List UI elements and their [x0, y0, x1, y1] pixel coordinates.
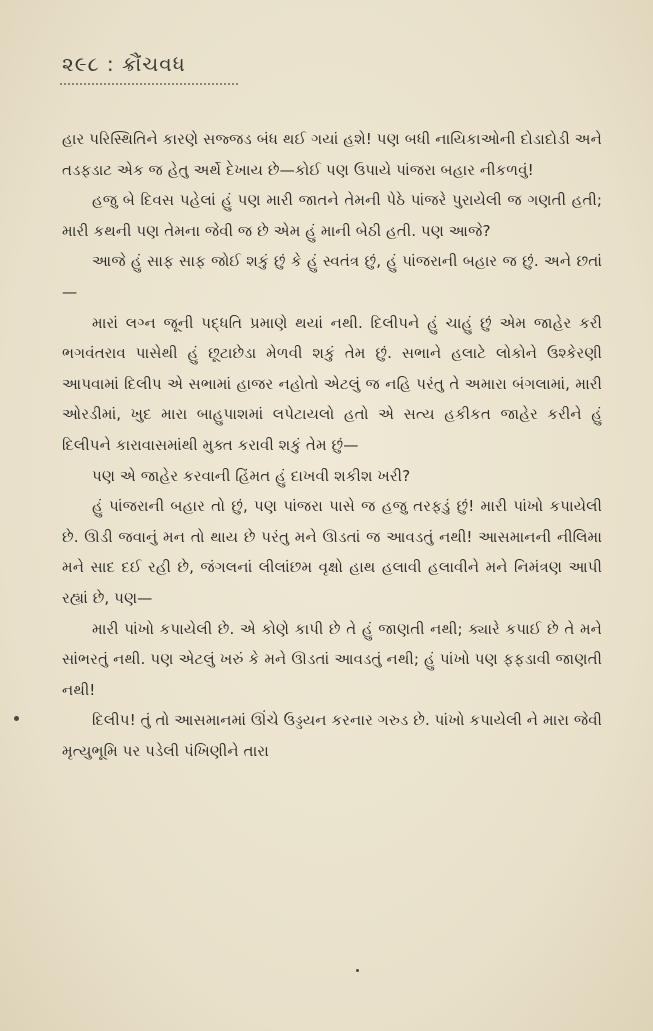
paragraph-6: હું પાંજરાની બહાર તો છું, પણ પાંજરા પાસે જ હજુ તરફડું છું! મારી પાંખો કપાયેલી છે. ઊડી જવાનું મન તો થાય છે પરંતુ મને ઊડતાં જ આવડતું નથી! આસમાનની નીલિમા મને સાદ દઈ રહી છે, જંગલનાં લીલાંછમ વૃક્ષો હાથ હલાવી હલાવીને મને નિમંત્રણ આપી રહ્યાં છે, પણ—: [62, 497, 602, 607]
header-divider: [60, 83, 238, 85]
paragraph-1: હાર પરિસ્થિતિને કારણે સજ્જડ બંધ થઈ ગયાં હશે! પણ બધી નાયિકાઓની દોડાદોડી અને તડફડાટ એક જ હેતુ અર્થે દેખાય છે—કોઈ પણ ઉપાયે પાંજરા બહાર નીકળવું!: [62, 130, 602, 179]
page-body: [62, 124, 602, 766]
paragraph-3: આજે હું સાફ સાફ જોઈ શકું છું કે હું સ્વતંત્ર છું, હું પાંજરાની બહાર જ છું. અને છતાં—: [62, 252, 602, 301]
paragraph-7: મારી પાંખો કપાયેલી છે. એ કોણે કાપી છે તે હું જાણતી નથી; ક્યારે કપાઈ છે તે મને સાંભરતું નથી. પણ એટલું ખરું કે મને ઊડતાં આવડતું નથી; હું પાંખો પણ ફફડાવી જાણતી નથી!: [62, 619, 602, 699]
paragraph-5: પણ એ જાહેર કરવાની હિંમત હું દાખવી શકીશ ખરી?: [92, 466, 411, 485]
ink-speck: [14, 716, 19, 721]
page-header: ૨૯૮ : ક્રૌંચવધ: [62, 52, 186, 76]
paragraph-8: દિલીપ! તું તો આસમાનમાં ઊંચે ઉડ્ડયન કરનાર ગરુડ છે. પાંખો કપાયેલી ને મારા જેવી મૃત્યુભૂમિ પર પડેલી પંખિણીને તારા: [62, 711, 602, 760]
paragraph-2: હજુ બે દિવસ પહેલાં હું પણ મારી જાતને તેમની પેઠે પાંજરે પુરાયેલી જ ગણતી હતી; મારી કથની પણ તેમના જેવી જ છે એમ હું માની બેઠી હતી. પણ આજે?: [62, 191, 602, 240]
paragraph-4: મારાં લગ્ન જૂની પદ્ધતિ પ્રમાણે થયાં નથી. દિલીપને હું ચાહું છું એમ જાહેર કરી ભગવંતરાવ પાસેથી હું છૂટાછેડા મેળવી શકું તેમ છું. સભાને હલાટે લોકોને ઉશ્કેરણી આપવામાં દિલીપ એ સભામાં હાજર નહોતો એટલું જ નહિ પરંતુ તે અમારા બંગલામાં, મારી ઓરડીમાં, ખુદ મારા બાહુપાશમાં લપેટાયલો હતો એ સત્ય હકીકત જાહેર કરીને હું દિલીપને કારાવાસમાંથી મુક્ત કરાવી શકું તેમ છું—: [62, 313, 602, 454]
ink-speck: [356, 969, 359, 972]
